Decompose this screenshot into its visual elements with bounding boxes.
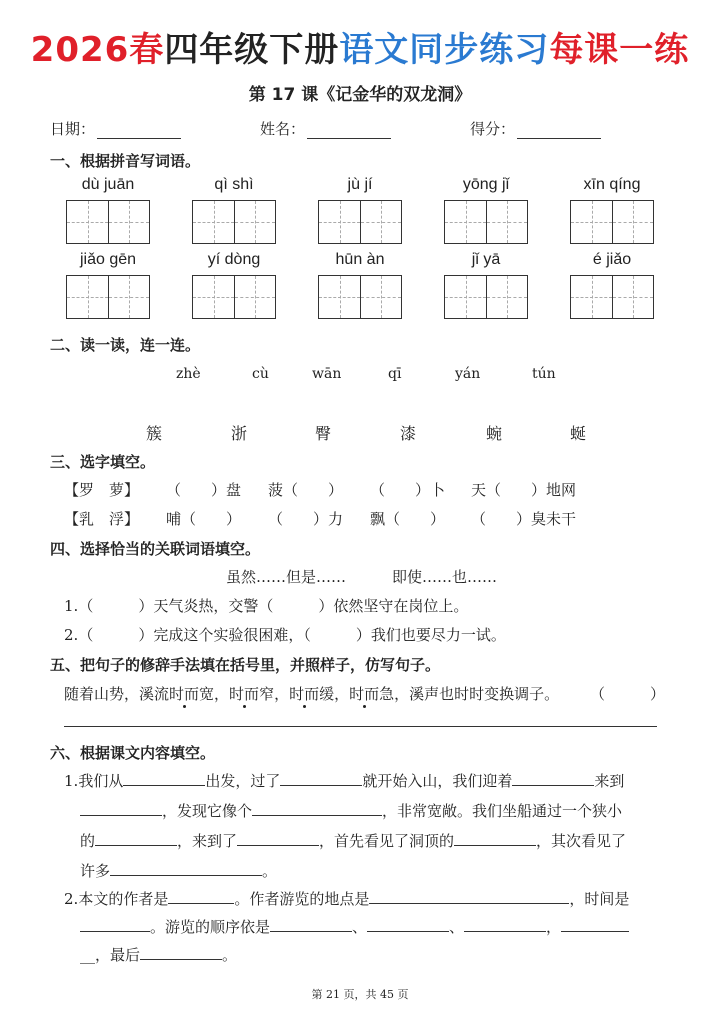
rhetoric-answer-paren[interactable]: （ ） <box>590 685 666 703</box>
date-blank[interactable] <box>97 125 181 139</box>
pinyin-label: jù jí <box>347 176 373 193</box>
question-6-1-line2 <box>80 800 622 821</box>
fill-item[interactable]: （ ）卜 <box>370 481 446 499</box>
title-year: 2026春 <box>30 30 165 70</box>
tian-grid-box[interactable] <box>192 200 276 244</box>
name-blank[interactable] <box>307 125 391 139</box>
answer-blank[interactable] <box>512 771 594 786</box>
tian-grid-box[interactable] <box>570 275 654 319</box>
pinyin-label: jǐ yā <box>471 251 501 268</box>
fill-item[interactable]: 飘（ ） <box>370 510 446 528</box>
question-text: 。 <box>262 862 278 880</box>
question-text: 来到 <box>594 772 625 790</box>
fill-item[interactable]: 哺（ ） <box>166 510 242 528</box>
question-text: 、 <box>352 918 368 936</box>
section-3-heading: 三、选字填空。 <box>50 453 156 471</box>
match-pinyin[interactable]: yán <box>455 366 481 382</box>
question-text: 、 <box>449 918 465 936</box>
match-char[interactable]: 浙 <box>231 424 248 443</box>
lesson-title: 第 17 课《记金华的双龙洞》 <box>248 85 472 105</box>
tian-grid-box[interactable] <box>192 275 276 319</box>
name-field[interactable] <box>260 118 391 139</box>
question-text: 我们也要尽力一试。 <box>370 626 506 644</box>
pinyin-label: é jiǎo <box>592 251 632 268</box>
tian-grid-box[interactable] <box>66 275 150 319</box>
pinyin-label: xīn qíng <box>583 176 641 193</box>
answer-blank[interactable] <box>369 889 569 904</box>
question-text: 。 <box>222 946 238 964</box>
tian-grid-box[interactable] <box>444 200 528 244</box>
answer-blank[interactable] <box>252 801 382 816</box>
conjunction-option: 即使……也…… <box>392 568 498 586</box>
question-6-2-line2 <box>80 916 629 937</box>
question-text: 本文的作者是 <box>78 890 169 908</box>
question-text: 完成这个实验很困难， <box>153 626 304 644</box>
emphasis-text: 时而 <box>229 685 260 703</box>
answer-blank[interactable] <box>464 917 546 932</box>
match-pinyin[interactable]: qī <box>388 366 402 382</box>
pinyin-label: qì shì <box>214 176 254 193</box>
answer-blank[interactable] <box>95 831 177 846</box>
question-4-1 <box>64 595 468 616</box>
match-char[interactable]: 漆 <box>400 424 417 443</box>
answer-blank[interactable] <box>168 889 234 904</box>
question-text: ，发现它像个 <box>162 802 253 820</box>
char-choice-label: 【乳 浮】 <box>64 510 140 528</box>
title-grade: 四年级下册 <box>164 30 340 70</box>
section-6-heading: 六、根据课文内容填空。 <box>50 744 216 762</box>
section-1-heading: 一、根据拼音写词语。 <box>50 152 201 170</box>
pinyin-label: hūn àn <box>335 251 385 268</box>
paren-blank[interactable]: （ ） <box>78 626 154 644</box>
score-blank[interactable] <box>517 125 601 139</box>
emphasis-text: 时而 <box>169 685 200 703</box>
question-4-2 <box>64 624 506 645</box>
match-char[interactable]: 臀 <box>315 424 332 443</box>
question-6-2-line1 <box>64 888 629 909</box>
paren-blank[interactable]: （ ） <box>303 626 371 644</box>
answer-blank[interactable] <box>237 831 319 846</box>
paren-blank[interactable]: （ ） <box>78 597 154 615</box>
question-text: 依然坚守在岗位上。 <box>333 597 469 615</box>
question-text: ，非常宽敞。我们坐船通过一个狭小 <box>382 802 623 820</box>
match-pinyin[interactable]: cù <box>252 366 269 382</box>
question-6-1-line3 <box>80 830 626 851</box>
question-number: 1. <box>64 772 79 790</box>
answer-blank[interactable] <box>80 917 150 932</box>
match-pinyin[interactable]: zhè <box>176 366 201 382</box>
tian-grid-box[interactable] <box>570 200 654 244</box>
tian-grid-box[interactable] <box>318 275 402 319</box>
page-footer: 第 21 页，共 45 页 <box>311 988 409 1001</box>
title-subject: 语文同步练习 <box>339 30 550 70</box>
example-sentence <box>64 683 559 704</box>
question-text: ，来到了 <box>177 832 238 850</box>
fill-item[interactable]: （ ）臭未干 <box>471 510 577 528</box>
question-number: 1. <box>64 597 79 615</box>
question-number: 2. <box>64 890 79 908</box>
fill-item[interactable]: （ ）力 <box>268 510 344 528</box>
sentence-text: 急，溪声也时时变换调子。 <box>379 685 560 703</box>
answer-blank[interactable] <box>110 861 262 876</box>
date-label: 日期： <box>50 120 96 138</box>
sentence-text: 宽， <box>199 685 230 703</box>
question-text: 许多 <box>80 862 111 880</box>
answer-blank[interactable] <box>561 917 629 932</box>
answer-blank[interactable] <box>280 771 362 786</box>
title-practice: 每课一练 <box>549 30 690 70</box>
char-choice-label: 【罗 萝】 <box>64 481 140 499</box>
pinyin-label: dù juān <box>81 176 135 193</box>
section-2-heading: 二、读一读，连一连。 <box>50 336 201 354</box>
answer-blank[interactable] <box>367 917 449 932</box>
sentence-text: 缓， <box>319 685 350 703</box>
question-number: 2. <box>64 626 79 644</box>
conjunction-option: 虽然……但是…… <box>226 568 347 586</box>
imitation-answer-line[interactable] <box>64 726 657 727</box>
pinyin-label: yōng jǐ <box>462 176 510 193</box>
fill-item[interactable]: （ ）盘 <box>166 481 242 499</box>
pinyin-label: jiǎo gēn <box>79 251 137 268</box>
score-field[interactable] <box>470 118 601 139</box>
question-text: __，最后 <box>80 946 141 964</box>
answer-blank[interactable] <box>123 771 205 786</box>
emphasis-text: 时而 <box>349 685 380 703</box>
question-text: 天气炎热，交警 <box>153 597 259 615</box>
question-6-2-line3 <box>80 944 237 965</box>
sentence-text: 随着山势，溪流 <box>64 685 170 703</box>
answer-blank[interactable] <box>454 831 536 846</box>
paren-blank[interactable]: （ ） <box>258 597 334 615</box>
fill-item[interactable]: 天（ ）地网 <box>471 481 577 499</box>
question-text: 的 <box>80 832 96 850</box>
tian-grid-box[interactable] <box>444 275 528 319</box>
name-label: 姓名： <box>260 120 306 138</box>
question-6-1-line4 <box>80 860 277 881</box>
answer-blank[interactable] <box>80 801 162 816</box>
question-text: ，时间是 <box>569 890 630 908</box>
section-5-heading: 五、把句子的修辞手法填在括号里，并照样子，仿写句子。 <box>50 656 441 674</box>
question-text: ， <box>546 918 562 936</box>
fill-item[interactable]: 菠（ ） <box>268 481 344 499</box>
question-text: 就开始入山，我们迎着 <box>362 772 513 790</box>
question-6-1-line1 <box>64 770 624 791</box>
emphasis-text: 时而 <box>289 685 320 703</box>
match-char[interactable]: 蜒 <box>570 424 587 443</box>
tian-grid-box[interactable] <box>66 200 150 244</box>
score-label: 得分： <box>470 120 516 138</box>
match-pinyin[interactable]: wān <box>312 366 342 382</box>
tian-grid-box[interactable] <box>318 200 402 244</box>
question-text: 。作者游览的地点是 <box>234 890 370 908</box>
match-char[interactable]: 蜿 <box>486 424 503 443</box>
question-text: 我们从 <box>78 772 124 790</box>
date-field[interactable] <box>50 118 181 139</box>
question-text: 。游览的顺序依是 <box>150 918 271 936</box>
question-text: 出发，过了 <box>205 772 281 790</box>
pinyin-label: yí dòng <box>207 251 261 268</box>
answer-blank[interactable] <box>140 945 222 960</box>
question-text: ，其次看见了 <box>536 832 627 850</box>
match-char[interactable]: 簇 <box>146 424 163 443</box>
match-pinyin[interactable]: tún <box>532 366 556 382</box>
page-title <box>0 22 720 71</box>
answer-blank[interactable] <box>270 917 352 932</box>
section-4-heading: 四、选择恰当的关联词语填空。 <box>50 540 261 558</box>
question-text: ，首先看见了洞顶的 <box>319 832 455 850</box>
sentence-text: 窄， <box>259 685 290 703</box>
